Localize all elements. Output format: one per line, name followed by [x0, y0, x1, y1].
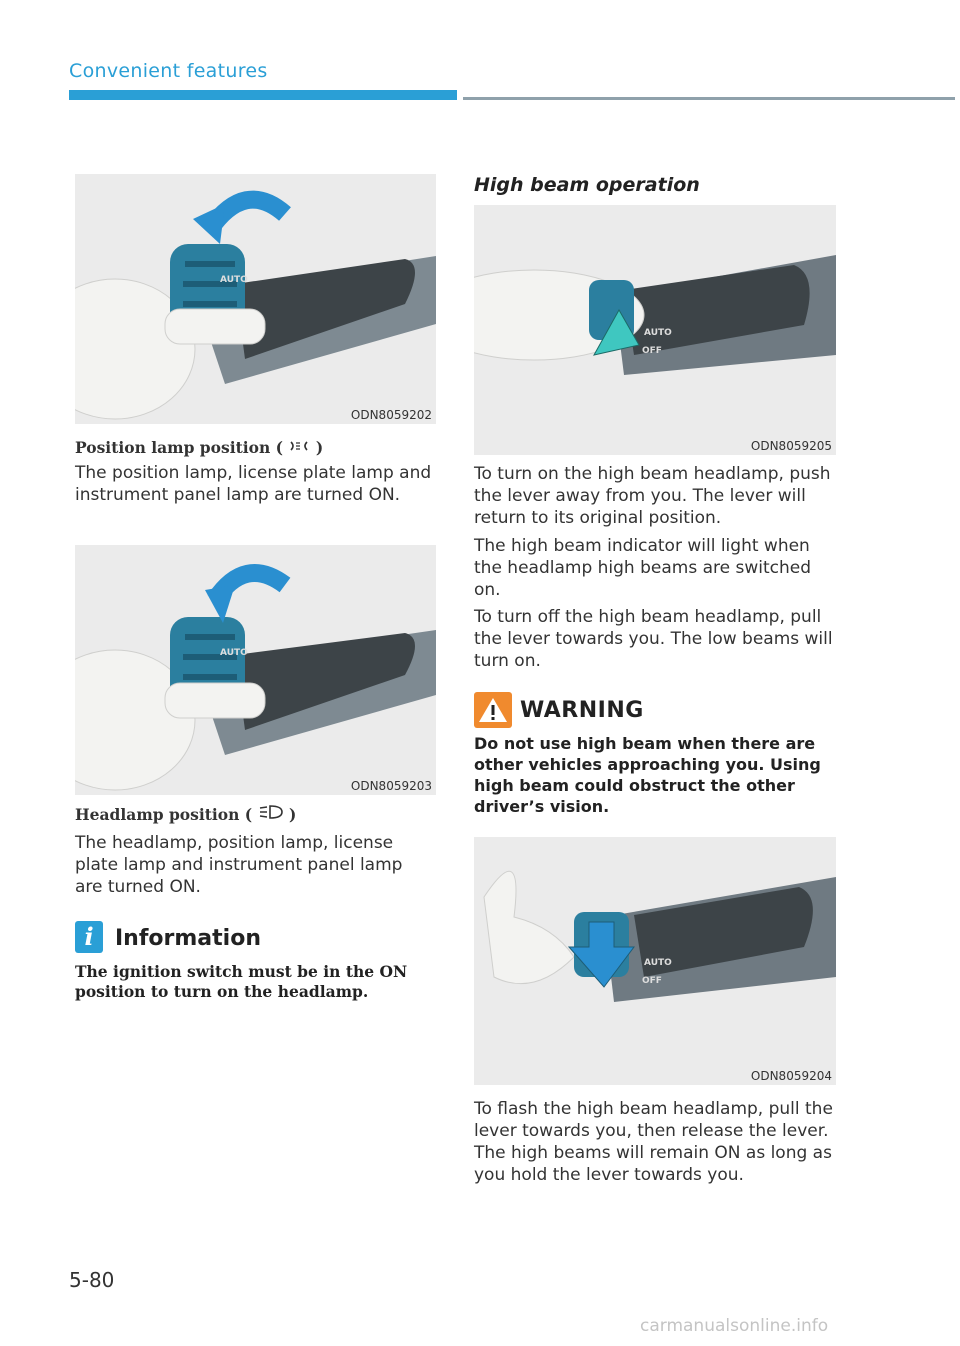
figure-code: ODN8059202	[350, 408, 432, 422]
position-lamp-icon	[283, 438, 316, 457]
warning-triangle-icon	[474, 692, 512, 728]
header-bar-rule	[463, 97, 955, 100]
page-number: 5-80	[69, 1268, 115, 1292]
header-bar-accent	[69, 90, 457, 100]
figure-code: ODN8059204	[750, 1069, 832, 1083]
headlamp-heading: Headlamp position ( )	[75, 805, 297, 824]
lever-illustration	[75, 545, 436, 795]
svg-text:AUTO: AUTO	[220, 648, 248, 658]
figure-headlamp	[75, 545, 436, 795]
watermark: carmanualsonline.info	[640, 1316, 829, 1336]
figure-code: ODN8059203	[350, 779, 432, 793]
warning-title: WARNING	[520, 698, 644, 723]
high-beam-section-title: High beam operation	[474, 174, 700, 196]
information-icon: i	[75, 921, 103, 953]
svg-text:OFF: OFF	[642, 976, 662, 986]
information-title: Information	[115, 926, 261, 951]
position-lamp-text: The position lamp, license plate lamp and instrument panel lamp are turned ON.	[75, 463, 432, 505]
high-beam-para-1: To turn on the high beam headlamp, push the lever away from you. The lever will return to its original position.	[474, 464, 831, 528]
information-text: The ignition switch must be in the ON position to turn on the headlamp.	[75, 962, 408, 1001]
headlamp-text: The headlamp, position lamp, license plate lamp and instrument panel lamp are turned ON.	[75, 833, 403, 897]
lever-illustration	[474, 837, 836, 1085]
figure-code: ODN8059205	[750, 439, 832, 453]
figure-high-beam-flash	[474, 837, 836, 1085]
position-lamp-heading: Position lamp position ( )	[75, 438, 324, 457]
high-beam-para-3: To turn off the high beam headlamp, pull the lever towards you. The low beams will turn on.	[474, 607, 833, 671]
svg-text:AUTO: AUTO	[220, 275, 248, 285]
warning-text: Do not use high beam when there are other vehicles approaching you. Using high beam could obstruct the other driver’s vision.	[474, 734, 821, 816]
header-title: Convenient features	[69, 60, 268, 82]
svg-text:AUTO: AUTO	[644, 328, 672, 338]
figure-high-beam-push	[474, 205, 836, 455]
svg-text:OFF: OFF	[642, 346, 662, 356]
lever-illustration	[75, 174, 436, 424]
figure-position-lamp	[75, 174, 436, 424]
high-beam-para-2: The high beam indicator will light when the headlamp high beams are switched on.	[474, 536, 812, 600]
headlamp-icon	[252, 805, 289, 824]
svg-text:AUTO: AUTO	[644, 958, 672, 968]
lever-illustration	[474, 205, 836, 455]
high-beam-para-4: To flash the high beam headlamp, pull the lever towards you, then release the lever. The high beams will remain ON as long as you hold the lever towards you.	[474, 1099, 833, 1185]
